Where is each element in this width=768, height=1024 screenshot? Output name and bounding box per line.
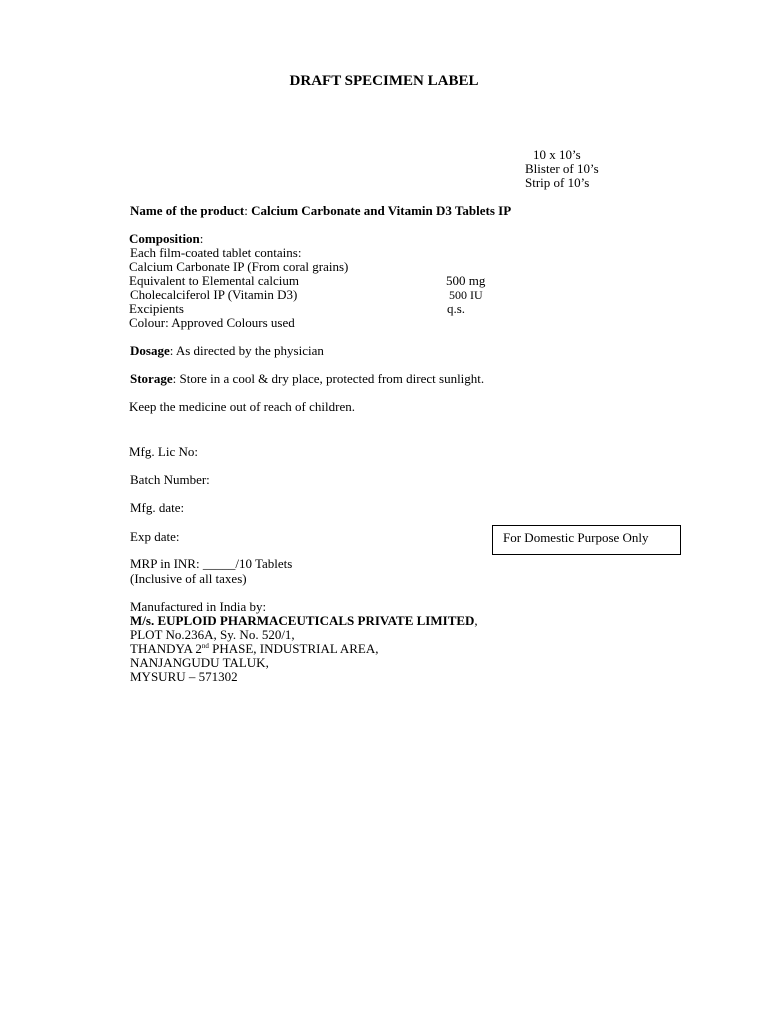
manufacturer-taluk: NANJANGUDU TALUK, — [130, 655, 269, 670]
mrp-line: MRP in INR: _____/10 Tablets — [130, 556, 293, 571]
composition-separator: : — [199, 231, 204, 246]
storage-line — [130, 372, 484, 386]
dosage-line — [130, 344, 324, 358]
pack-size-line: 10 x 10’s — [533, 147, 581, 162]
composition-label: Composition — [129, 231, 200, 246]
composition-row-name: Excipients — [129, 301, 184, 316]
product-name-value: Calcium Carbonate and Vitamin D3 Tablets IP — [251, 203, 512, 218]
manufacturer-area-prefix: THANDYA 2 — [130, 641, 202, 656]
manufacturer-intro: Manufactured in India by: — [130, 599, 267, 614]
composition-heading — [129, 232, 203, 246]
exp-date-field: Exp date: — [130, 529, 180, 544]
pack-strip-line: Strip of 10’s — [525, 175, 590, 190]
domestic-purpose-text: For Domestic Purpose Only — [503, 530, 649, 545]
composition-colour: Colour: Approved Colours used — [129, 315, 295, 330]
pack-blister-line: Blister of 10’s — [525, 161, 599, 176]
manufacturer-name-line — [130, 614, 478, 628]
children-warning: Keep the medicine out of reach of children. — [129, 399, 355, 414]
manufacturer-name: M/s. EUPLOID PHARMACEUTICALS PRIVATE LIMITED — [130, 613, 475, 628]
storage-text: : Store in a cool & dry place, protected from direct sunlight. — [172, 371, 485, 386]
product-name-separator: : — [244, 203, 252, 218]
product-name-line — [130, 204, 511, 218]
product-name-label: Name of the product — [130, 203, 245, 218]
manufacturer-city: MYSURU – 571302 — [130, 669, 238, 684]
batch-number-field: Batch Number: — [130, 472, 210, 487]
composition-intro: Each film-coated tablet contains: — [130, 245, 302, 260]
manufacturer-plot: PLOT No.236A, Sy. No. 520/1, — [130, 627, 295, 642]
composition-row-name: Cholecalciferol IP (Vitamin D3) — [130, 287, 298, 302]
manufacturer-name-suffix: , — [474, 613, 478, 628]
dosage-label: Dosage — [130, 343, 170, 358]
dosage-text: : As directed by the physician — [169, 343, 324, 358]
composition-source: Calcium Carbonate IP (From coral grains) — [129, 259, 349, 274]
document-title: DRAFT SPECIMEN LABEL — [289, 73, 479, 89]
manufacturer-area-superscript: nd — [201, 642, 209, 650]
mfg-lic-field: Mfg. Lic No: — [129, 444, 198, 459]
composition-row-amount: 500 mg — [446, 273, 486, 288]
composition-row-amount: 500 IU — [449, 288, 483, 302]
manufacturer-area — [130, 642, 378, 656]
storage-label: Storage — [130, 371, 173, 386]
mrp-tax-note: (Inclusive of all taxes) — [130, 571, 247, 586]
composition-row-amount: q.s. — [447, 301, 466, 316]
domestic-purpose-box — [492, 525, 681, 555]
composition-row-name: Equivalent to Elemental calcium — [129, 273, 300, 288]
mfg-date-field: Mfg. date: — [130, 500, 185, 515]
manufacturer-area-suffix: PHASE, INDUSTRIAL AREA, — [208, 641, 379, 656]
